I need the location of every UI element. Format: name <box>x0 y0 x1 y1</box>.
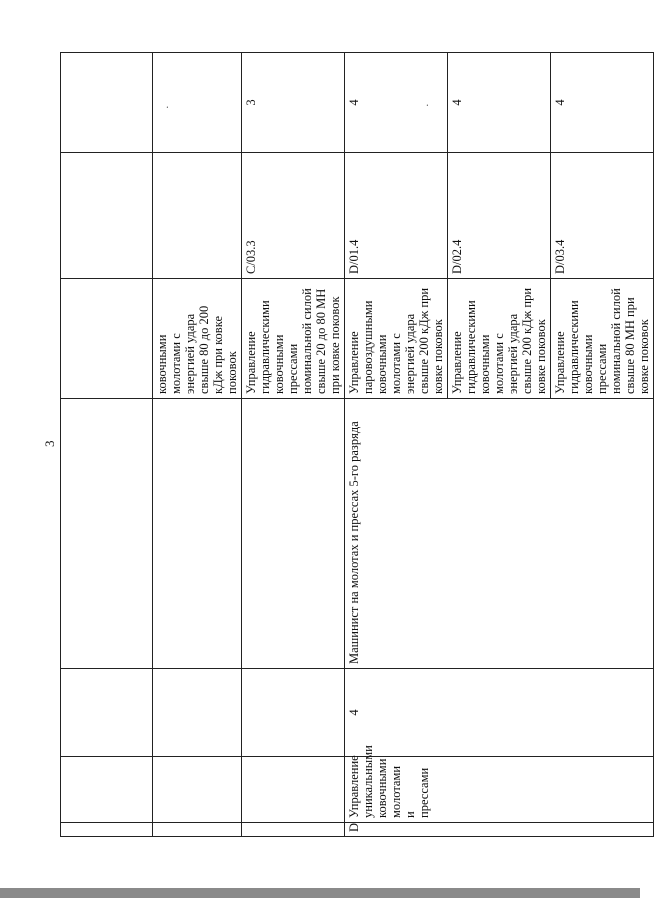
table-cell <box>153 669 242 757</box>
page-number: 3 <box>42 440 57 447</box>
task-cell: ковочными молотами с энергией удара свыше 80 до 200 кДж при ковке поковок <box>153 279 242 399</box>
code-cell <box>153 153 242 279</box>
table-cell <box>153 823 242 837</box>
table-cell <box>153 757 242 823</box>
table-cell <box>61 399 153 669</box>
level-cell: 4 <box>448 53 551 153</box>
level-cell: 4 <box>345 53 448 153</box>
code-cell: C/03.3 <box>242 153 345 279</box>
table-row <box>153 53 242 837</box>
function-code-cell: D <box>345 823 654 837</box>
level-cell <box>153 53 242 153</box>
task-cell: Управление гидравлическими ковочными прессами номинальной силой свыше 20 до 80 МН при ковке поковок <box>242 279 345 399</box>
table-cell <box>61 153 153 279</box>
table-row <box>242 53 345 837</box>
table-cell <box>61 823 153 837</box>
task-cell: Управление гидравлическими ковочными молотами с энергией удара свыше 200 кДж при ковке поковок <box>448 279 551 399</box>
table-cell <box>61 53 153 153</box>
scan-border <box>0 888 640 898</box>
scan-speck: · <box>422 103 434 107</box>
profession-cell: Машинист на молотах и прессах 5-го разряда <box>345 399 654 669</box>
function-name-cell: Управление уникальными ковочными молотами и прессами <box>345 757 654 823</box>
table-cell <box>61 669 153 757</box>
table-cell <box>242 669 345 757</box>
table-cell <box>153 399 242 669</box>
table-row <box>61 53 153 837</box>
table-cell <box>61 757 153 823</box>
function-level-cell: 4 <box>345 669 654 757</box>
level-cell: 3 <box>242 53 345 153</box>
rotated-page <box>40 53 651 837</box>
table-cell <box>242 399 345 669</box>
table-cell <box>242 757 345 823</box>
table-row <box>345 53 448 837</box>
task-cell: Управление паровоздушными ковочными молотами с энергией удара свыше 200 кДж при ковке поковок <box>345 279 448 399</box>
table-cell <box>61 279 153 399</box>
code-cell: D/01.4 <box>345 153 448 279</box>
table-cell <box>242 823 345 837</box>
scan-speck: · <box>162 105 174 109</box>
code-cell: D/03.4 <box>551 153 654 279</box>
task-cell: Управление гидравлическими ковочными прессами номинальной силой свыше 80 МН при ковке поковок <box>551 279 654 399</box>
code-cell: D/02.4 <box>448 153 551 279</box>
level-cell: 4 <box>551 53 654 153</box>
professional-standard-table <box>60 52 654 837</box>
